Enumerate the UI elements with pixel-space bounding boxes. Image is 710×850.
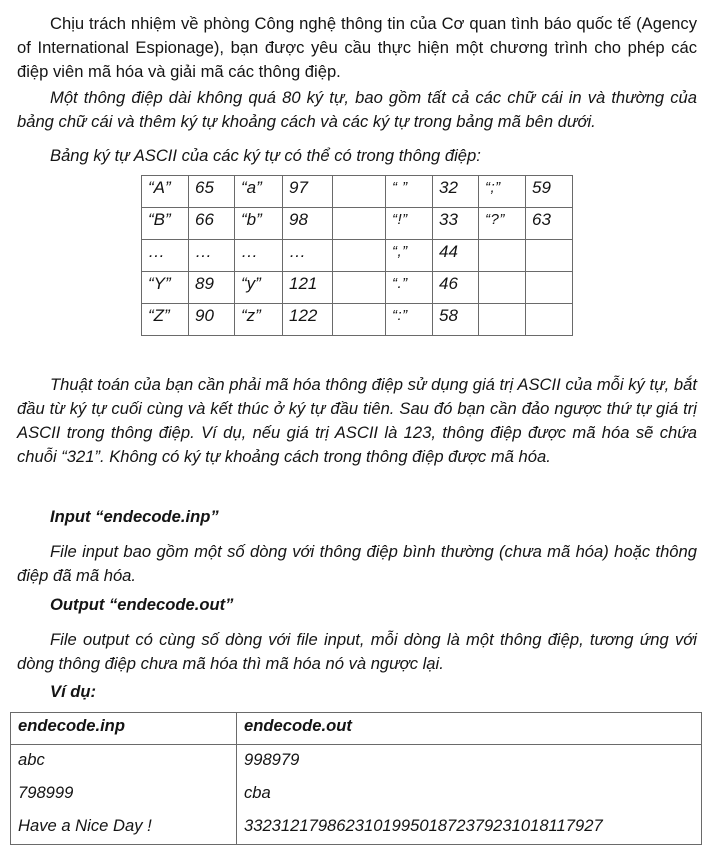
example-input-cell: Have a Nice Day ! <box>11 811 237 845</box>
example-heading <box>17 680 697 704</box>
ascii-code-cell <box>526 272 573 304</box>
ascii-table-row <box>142 272 573 304</box>
input-paragraph <box>17 540 697 588</box>
output-paragraph <box>17 628 697 676</box>
example-row <box>11 745 702 778</box>
intro-paragraph <box>17 12 697 84</box>
ascii-char-cell: “Z” <box>142 304 189 336</box>
ascii-code-cell: 58 <box>433 304 479 336</box>
ascii-char-cell: “!” <box>386 208 433 240</box>
ascii-char-cell: “z” <box>235 304 283 336</box>
algorithm-text: Thuật toán của bạn cần phải mã hóa thông điệp sử dụng giá trị ASCII của mỗi ký tự, bắt đầu từ ký tự cuối cùng và kết thúc ở ký tự đầu tiên. Sau đó bạn cần đảo ngược thứ tự giá trị ASCII trong thông điệp. Ví dụ, nếu giá trị ASCII là 123, thông điệp được mã hóa sẽ chứa chuỗi “321”. Không có ký tự khoảng cách trong thông điệp được mã hóa. <box>17 375 697 466</box>
input-heading-text: Input “endecode.inp” <box>50 507 219 526</box>
ascii-code-cell: 32 <box>433 176 479 208</box>
ascii-code-cell: 59 <box>526 176 573 208</box>
input-heading <box>17 505 697 529</box>
ascii-table-row <box>142 304 573 336</box>
ascii-char-cell: “Y” <box>142 272 189 304</box>
ascii-code-cell: 97 <box>283 176 333 208</box>
ascii-code-cell: … <box>189 240 235 272</box>
ascii-code-cell: 122 <box>283 304 333 336</box>
ascii-code-cell: 121 <box>283 272 333 304</box>
example-table <box>10 712 702 845</box>
constraint-paragraph <box>17 86 697 134</box>
ascii-code-cell <box>526 304 573 336</box>
example-header-row <box>11 713 702 745</box>
output-text: File output có cùng số dòng với file input, mỗi dòng là một thông điệp, tương ứng với dòng thông điệp chưa mã hóa thì mã hóa nó và ngược lại. <box>17 630 697 673</box>
ascii-char-cell <box>479 240 526 272</box>
ascii-code-cell: 46 <box>433 272 479 304</box>
ascii-char-cell: … <box>142 240 189 272</box>
ascii-table-caption <box>17 144 697 168</box>
ascii-code-cell: 89 <box>189 272 235 304</box>
ascii-char-cell: “b” <box>235 208 283 240</box>
ascii-caption-text: Bảng ký tự ASCII của các ký tự có thể có trong thông điệp: <box>50 146 481 165</box>
output-heading-text: Output “endecode.out” <box>50 595 234 614</box>
ascii-char-cell: “:” <box>386 304 433 336</box>
example-input-cell: 798999 <box>11 778 237 811</box>
ascii-code-cell: 98 <box>283 208 333 240</box>
ascii-char-cell: “;” <box>479 176 526 208</box>
ascii-table <box>141 175 573 336</box>
ascii-char-cell: … <box>235 240 283 272</box>
ascii-char-cell <box>479 272 526 304</box>
ascii-spacer-cell <box>333 176 386 208</box>
intro-text: Chịu trách nhiệm về phòng Công nghệ thông tin của Cơ quan tình báo quốc tế (Agency of International Espionage), bạn được yêu cầu thực hiện một chương trình cho phép các điệp viên mã hóa và giải mã các thông điệp. <box>17 14 697 81</box>
output-heading <box>17 593 697 617</box>
example-heading-text: Ví dụ: <box>50 682 97 701</box>
example-input-cell: abc <box>11 745 237 778</box>
ascii-spacer-cell <box>333 208 386 240</box>
ascii-code-cell: 33 <box>433 208 479 240</box>
ascii-table-row <box>142 240 573 272</box>
ascii-spacer-cell <box>333 240 386 272</box>
ascii-char-cell: “A” <box>142 176 189 208</box>
constraint-text: Một thông điệp dài không quá 80 ký tự, bao gồm tất cả các chữ cái in và thường của bảng chữ cái và thêm ký tự khoảng cách và các ký tự trong bảng mã bên dưới. <box>17 88 697 131</box>
ascii-char-cell: “?” <box>479 208 526 240</box>
ascii-char-cell: “,” <box>386 240 433 272</box>
algorithm-paragraph <box>17 373 697 469</box>
input-text: File input bao gồm một số dòng với thông điệp bình thường (chưa mã hóa) hoặc thông điệp đã mã hóa. <box>17 542 697 585</box>
example-header-input: endecode.inp <box>11 713 237 745</box>
example-output-cell: 998979 <box>237 745 702 778</box>
ascii-table-row <box>142 208 573 240</box>
ascii-code-cell: 44 <box>433 240 479 272</box>
ascii-code-cell <box>526 240 573 272</box>
example-output-cell: cba <box>237 778 702 811</box>
example-output-cell: 332312179862310199501872379231018117927 <box>237 811 702 845</box>
ascii-table-row <box>142 176 573 208</box>
ascii-spacer-cell <box>333 304 386 336</box>
ascii-char-cell: “.” <box>386 272 433 304</box>
ascii-char-cell: “a” <box>235 176 283 208</box>
example-row <box>11 811 702 845</box>
ascii-char-cell: “y” <box>235 272 283 304</box>
ascii-spacer-cell <box>333 272 386 304</box>
ascii-char-cell: “B” <box>142 208 189 240</box>
ascii-char-cell <box>479 304 526 336</box>
ascii-char-cell: “ ” <box>386 176 433 208</box>
example-header-output: endecode.out <box>237 713 702 745</box>
ascii-code-cell: 66 <box>189 208 235 240</box>
ascii-code-cell: 90 <box>189 304 235 336</box>
example-row <box>11 778 702 811</box>
ascii-code-cell: … <box>283 240 333 272</box>
ascii-code-cell: 65 <box>189 176 235 208</box>
ascii-code-cell: 63 <box>526 208 573 240</box>
